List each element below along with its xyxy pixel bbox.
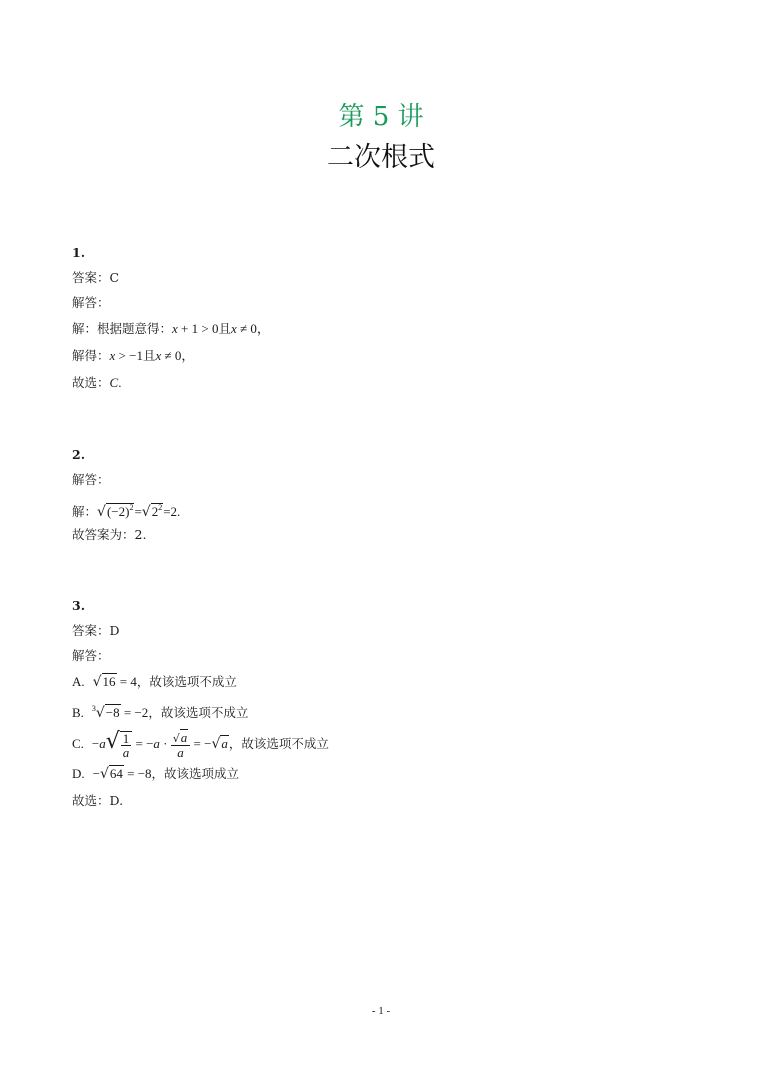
q1-step1-and: 且	[218, 321, 231, 336]
q1-step1	[72, 320, 270, 338]
q1-answer: 答案：C	[72, 270, 120, 285]
q2-equals: =	[134, 504, 142, 519]
q1-step1-var-x: x	[172, 321, 178, 336]
q1-choose-end: .	[118, 375, 122, 390]
q1-step1-neq: ≠ 0，	[236, 321, 270, 336]
topic-title: 二次根式	[327, 142, 435, 173]
q1-number: 1.	[72, 245, 86, 260]
q2-solution	[72, 499, 180, 521]
q3-option-c-text: ，故该选项不成立	[228, 736, 329, 751]
q2-answer-line: 故答案为：2.	[72, 527, 147, 542]
q1-step2-var-x: x	[109, 348, 116, 363]
q3-option-c-radicand: a	[221, 736, 228, 751]
q3-option-a-radicand: 16	[102, 674, 116, 689]
q3-option-d	[72, 765, 239, 783]
q3-option-b-index: 3	[91, 704, 96, 713]
q3-number: 3.	[72, 598, 86, 613]
q3-option-c	[72, 728, 329, 759]
q3-option-d-result: = −8	[123, 766, 152, 781]
sqrt-symbol-icon: √	[105, 729, 120, 754]
q2-solution-label: 解答：	[72, 472, 110, 487]
q3-option-c-eq2: = −	[190, 736, 212, 751]
q3-option-a	[72, 673, 237, 691]
q3-option-a-label: A.	[72, 674, 85, 689]
sqrt-symbol-icon: √	[211, 736, 221, 752]
q3-option-a-result: = 4	[116, 674, 137, 689]
q3-option-c-fraction-2: $\frac{√a}{a}$	[171, 731, 191, 759]
q3-option-c-var-a: a	[99, 736, 106, 751]
lecture-title: 第 5 讲	[338, 102, 424, 132]
q1-step2-ineq: > −1	[115, 348, 143, 363]
q3-option-c-minus: −	[91, 736, 100, 751]
q1-step1-ineq: + 1 > 0	[177, 321, 219, 336]
q3-option-b-radicand: −8	[105, 705, 120, 720]
q3-option-c-var-a2: a	[153, 736, 160, 751]
q3-option-b-text: ，故该选项不成立	[148, 705, 249, 720]
q1-choose	[72, 374, 121, 392]
q3-solution-label: 解答：	[72, 648, 110, 663]
cube-root-symbol-icon: √	[95, 705, 105, 721]
q1-step1-var-x2: x	[230, 321, 237, 336]
q3-option-d-radicand: 64	[109, 766, 123, 781]
sqrt-symbol-icon: √	[141, 504, 151, 520]
q1-step2	[72, 347, 194, 365]
q1-choose-prefix: 故选：	[72, 375, 110, 390]
q1-solution-label: 解答：	[72, 295, 110, 310]
q3-option-b	[72, 700, 248, 722]
q3-option-d-label: D.	[72, 766, 85, 781]
q3-option-d-text: ，故该选项成立	[151, 766, 240, 781]
sqrt-symbol-icon: √	[97, 504, 106, 520]
q1-choose-value: C	[109, 375, 119, 390]
q3-option-b-label: B.	[72, 705, 84, 720]
q3-option-b-result: = −2	[120, 705, 149, 720]
q2-radicand-1: $(-2)^2$	[106, 503, 134, 519]
q2-sol-end: =2.	[163, 504, 181, 519]
q3-option-c-fraction-1: $\frac{1}{a}$	[120, 731, 133, 759]
q1-step2-var-x2: x	[155, 348, 162, 363]
q1-step2-neq: ≠ 0，	[161, 348, 195, 363]
q2-radicand-2: $2^2$	[151, 503, 163, 519]
q3-option-c-label: C.	[72, 736, 84, 751]
q3-option-d-minus: −	[92, 766, 100, 781]
q3-choose: 故选：D.	[72, 793, 124, 808]
q3-option-a-text: ，故该选项不成立	[136, 674, 237, 689]
q1-step1-prefix: 解：根据题意得：	[72, 321, 173, 336]
q3-option-c-eq1: = −	[132, 736, 154, 751]
q2-sol-prefix: 解：	[72, 504, 98, 519]
q1-step2-prefix: 解得：	[72, 348, 110, 363]
sqrt-symbol-icon: √	[92, 674, 102, 690]
sqrt-symbol-icon: √	[99, 766, 109, 782]
q2-number: 2.	[72, 447, 86, 462]
q1-step2-and: 且	[142, 348, 156, 363]
q3-option-c-dot: ·	[159, 736, 171, 751]
page-number: - 1 -	[371, 1005, 391, 1017]
q3-answer: 答案：D	[72, 623, 120, 638]
